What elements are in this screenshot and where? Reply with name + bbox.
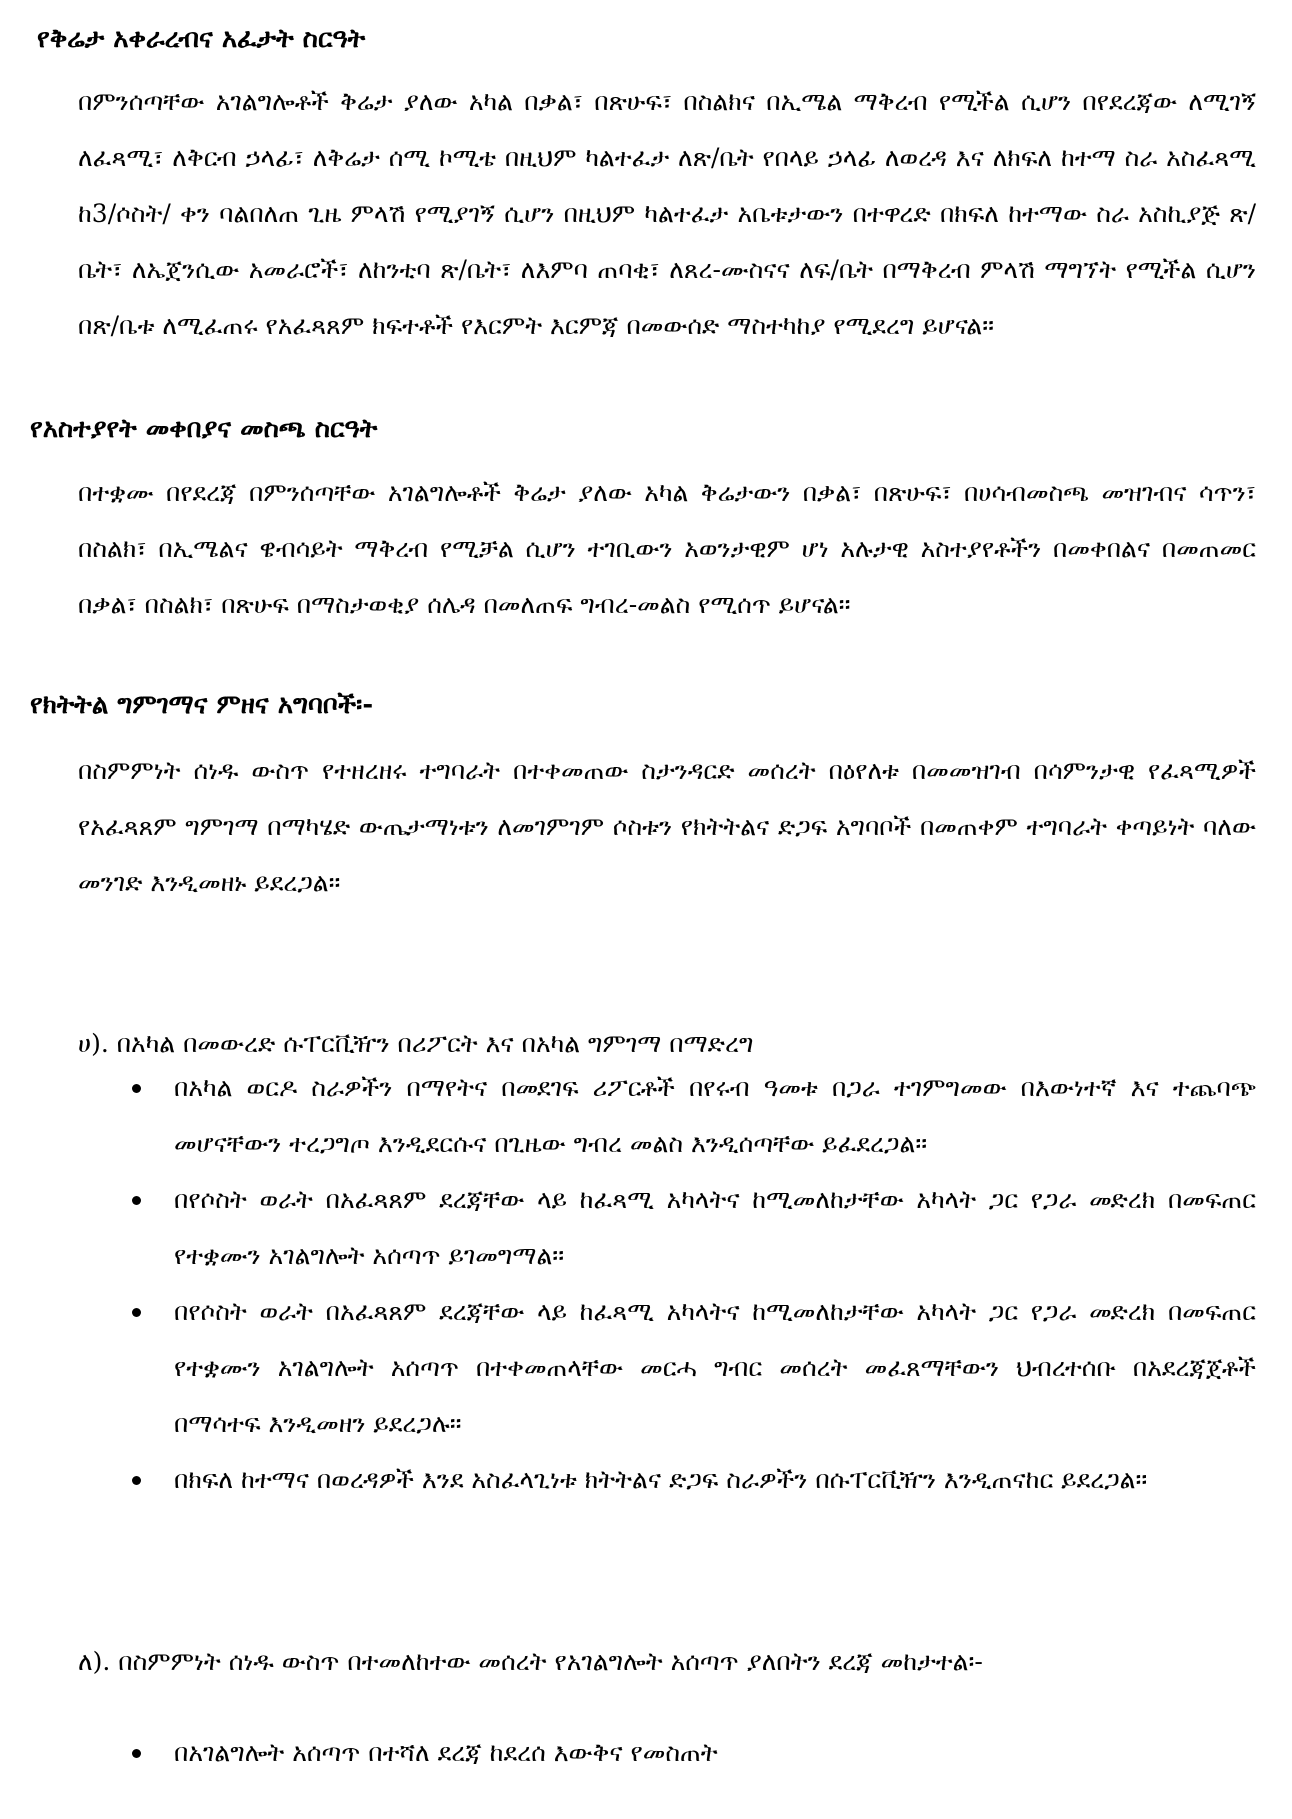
heading-monitoring-evaluation: የክትትል ግምገማና ምዘና አግባቦች፡- bbox=[30, 690, 374, 720]
bullet-item bbox=[130, 1284, 1256, 1452]
paragraph-complaint-system: በምንሰጣቸው አገልግሎቶች ቅሬታ ያለው አካል በቃል፣ በጽሁፍ፣ በስልክና በኢሜል ማቅረብ የሚችል ሲሆን በየደረጃው ለሚገኝ ለፈጻሚ፣ ለቅርብ ኃላፊ፣ ለቅሬታ ሰሚ ኮሚቴ በዚህም ካልተፈታ ለጽ/ቤት የበላይ ኃላፊ ለወረዳ እና ለክፍለ ከተማ ስራ አስፈጻሚ ከ3/ሶስት/ ቀን ባልበለጠ ጊዜ ምላሽ የሚያገኝ ሲሆን በዚህም ካልተፈታ አቤቱታውን በተዋረድ በክፍለ ከተማው ስራ አስኪያጅ ጽ/ቤት፣ ለኤጀንሲው አመራሮች፣ ለከንቲባ ጽ/ቤት፣ ለእምባ ጠባቂ፣ ለጸረ-ሙስናና ለፍ/ቤት በማቅረብ ምላሽ ማግኘት የሚችል ሲሆን በጽ/ቤቱ ለሚፈጠሩ የአፈጻጸም ክፍተቶች የእርምት እርምጃ በመውሰድ ማስተካከያ የሚደረግ ይሆናል፡፡ bbox=[78, 87, 1256, 340]
bullet-text: በየሶስት ወራት በአፈጻጸም ደረጃቸው ላይ ከፈጻሚ አካላትና ከሚመለከታቸው አካላት ጋር የጋራ መድረክ በመፍጠር የተቋሙን አገልግሎት አሰጣጥ ይገመግማል፡፡ bbox=[174, 1185, 1256, 1270]
bullet-text: በአካል ወርዶ ስራዎችን በማየትና በመደገፍ ሪፖርቶች በየሩብ ዓመቱ በጋራ ተገምግመው በእውነተኛ እና ተጨባጭ መሆናቸውን ተረጋግጦ እንዲደርሱና በጊዜው ግብረ መልስ እንዲሰጣቸው ይፈደረጋል፡፡ bbox=[174, 1073, 1256, 1158]
subsection-a-bullet-list bbox=[130, 1060, 1256, 1508]
bullet-item bbox=[130, 1060, 1256, 1172]
bullet-item bbox=[130, 1452, 1256, 1508]
bullet-dot-icon bbox=[132, 1308, 141, 1317]
bullet-text: በየሶስት ወራት በአፈጻጸም ደረጃቸው ላይ ከፈጻሚ አካላትና ከሚመለከታቸው አካላት ጋር የጋራ መድረክ በመፍጠር የተቋሙን አገልግሎት አሰጣጥ በተቀመጠላቸው መርሓ ግብር መሰረት መፈጸማቸውን ህብረተሰቡ በአደረጃጀቶች በማሳተፍ እንዲመዘን ይደረጋሉ፡፡ bbox=[174, 1297, 1256, 1438]
bullet-dot-icon bbox=[132, 1196, 141, 1205]
heading-complaint-system: የቅሬታ አቀራረብና አፈታት ስርዓት bbox=[37, 24, 366, 54]
bullet-text: በአገልግሎት አሰጣጥ በተሻለ ደረጃ ከደረሰ እውቅና የመስጠት bbox=[174, 1738, 718, 1767]
heading-feedback-system: የአስተያየት መቀበያና መስጫ ስርዓት bbox=[30, 414, 378, 444]
subsection-b-label: ለ). በስምምነት ሰነዱ ውስጥ በተመለከተው መሰረት የአገልግሎት አሰጣጥ ያለበትን ደረጃ መከታተል፡- bbox=[78, 1647, 983, 1676]
bullet-dot-icon bbox=[132, 1084, 141, 1093]
bullet-text: በክፍለ ከተማና በወረዳዎች እንደ አስፈላጊነቱ ክትትልና ድጋፍ ስራዎችን በሱፐርቪዥን እንዲጠናከር ይደረጋል፡፡ bbox=[174, 1465, 1148, 1494]
bullet-item bbox=[130, 1172, 1256, 1284]
bullet-item bbox=[130, 1725, 1256, 1781]
paragraph-monitoring-evaluation: በስምምነት ሰነዱ ውስጥ የተዘረዘሩ ተግባራት በተቀመጠው ስታንዳርድ መሰረት በዕየለቱ በመመዝገብ በሳምንታዊ የፈጻሚዎች የአፈጻጸም ግምገማ በማካሄድ ውጤታማነቱን ለመገምገም ሶስቱን የክትትልና ድጋፍ አግባቦች በመጠቀም ተግባራት ቀጣይነት ባለው መንገድ እንዲመዘኑ ይደረጋል፡፡ bbox=[78, 756, 1256, 897]
bullet-dot-icon bbox=[132, 1749, 141, 1758]
paragraph-feedback-system: በተቋሙ በየደረጃ በምንሰጣቸው አገልግሎቶች ቅሬታ ያለው አካል ቅሬታውን በቃል፣ በጽሁፍ፣ በሀሳብመስጫ መዝገብና ሳጥን፣ በስልክ፣ በኢሜልና ዌብሳይት ማቅረብ የሚቻል ሲሆን ተገቢውን አወንታዊም ሆነ አሉታዊ አስተያየቶችን በመቀበልና በመጠመር በቃል፣ በስልክ፣ በጽሁፍ በማስታወቂያ ሰሌዳ በመለጠፍ ግብረ-መልስ የሚሰጥ ይሆናል፡፡ bbox=[78, 478, 1256, 619]
subsection-b-bullet-list bbox=[130, 1725, 1256, 1781]
subsection-a-label: ሀ). በአካል በመውረድ ሱፐርቪዥን በሪፖርት እና በአካል ግምገማ በማድረግ bbox=[78, 1029, 754, 1058]
bullet-dot-icon bbox=[132, 1476, 141, 1485]
